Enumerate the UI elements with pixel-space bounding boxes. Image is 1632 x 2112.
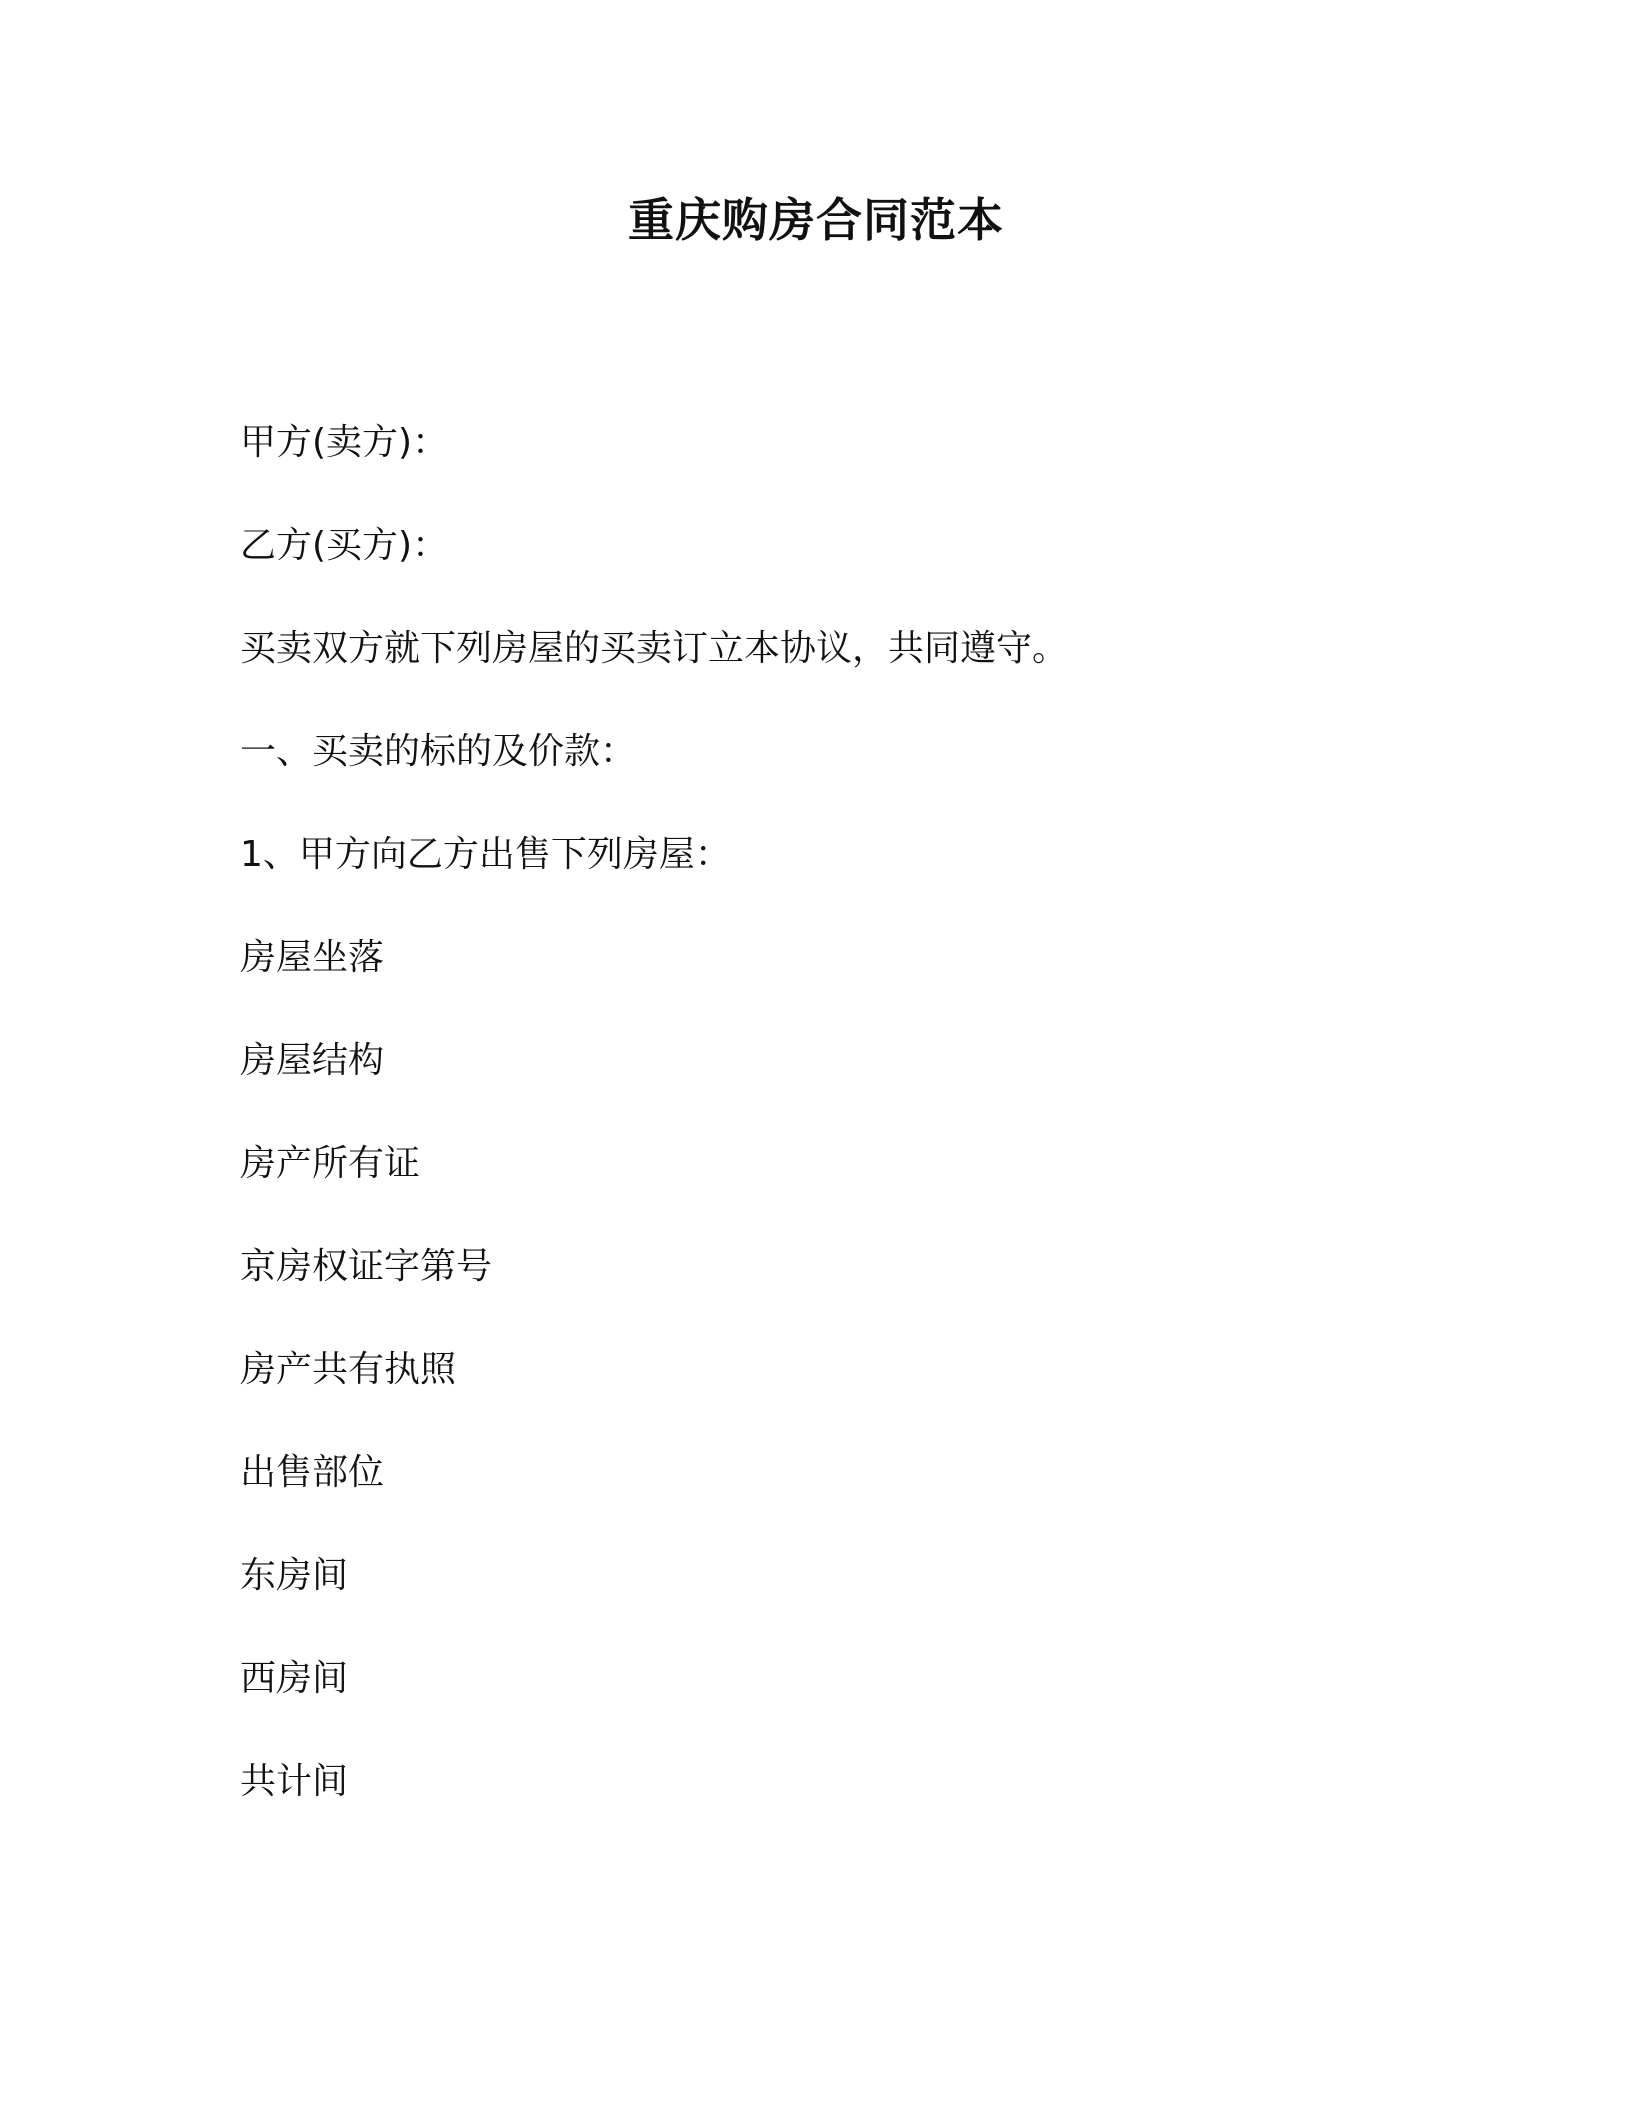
clause-1-heading: 1、甲方向乙方出售下列房屋： bbox=[240, 834, 731, 875]
seller-field-label: 甲方(卖方)： bbox=[240, 422, 449, 463]
west-rooms-label: 西房间 bbox=[240, 1658, 349, 1699]
sale-portion-label: 出售部位 bbox=[240, 1452, 385, 1493]
buyer-field-label: 乙方(买方)： bbox=[240, 525, 449, 566]
contract-body bbox=[240, 418, 1440, 1860]
agreement-intro: 买卖双方就下列房屋的买卖订立本协议，共同遵守。 bbox=[240, 628, 1069, 669]
document-title: 重庆购房合同范本 bbox=[628, 193, 1004, 247]
total-rooms-label: 共计间 bbox=[240, 1761, 349, 1802]
co-ownership-license-label: 房产共有执照 bbox=[240, 1349, 457, 1390]
section-heading-subject-price: 一、买卖的标的及价款： bbox=[240, 731, 637, 772]
certificate-number-label: 京房权证字第号 bbox=[240, 1246, 493, 1287]
property-structure-label: 房屋结构 bbox=[240, 1040, 385, 1081]
property-location-label: 房屋坐落 bbox=[240, 937, 385, 978]
ownership-certificate-label: 房产所有证 bbox=[240, 1143, 421, 1184]
east-rooms-label: 东房间 bbox=[240, 1555, 349, 1596]
